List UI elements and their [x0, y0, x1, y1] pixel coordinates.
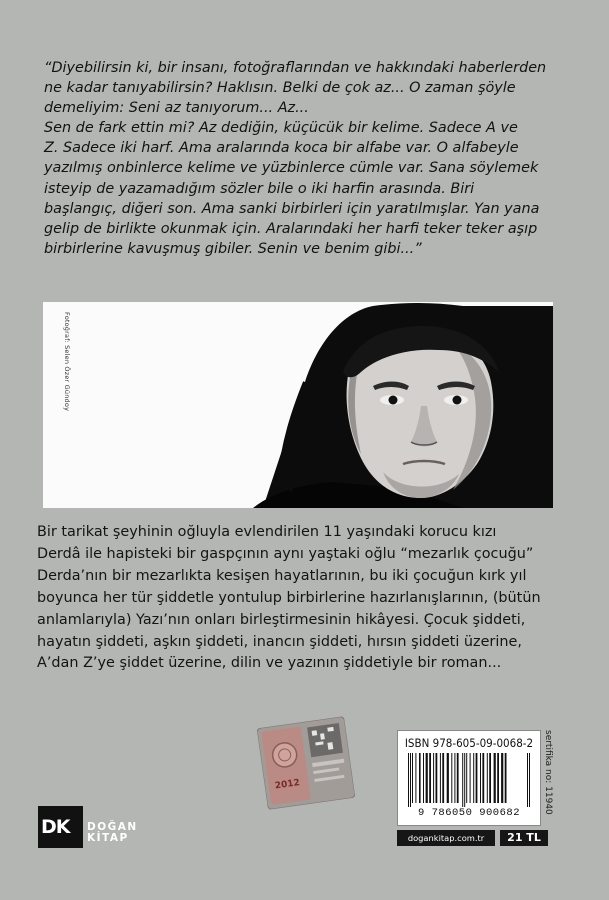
back-cover-blurb [37, 522, 587, 675]
quote-line: ne kadar tanıyabilirsin? Haklısın. Belki de çok az... O zaman şöyle [44, 80, 516, 97]
author-photo [43, 302, 553, 508]
blurb-line: Derdâ ile hapisteki bir gaspçının aynı yaştaki oğlu “mezarlık çocuğu” [37, 545, 534, 562]
blurb-line: hayatın şiddeti, aşkın şiddeti, inancın şiddeti, hırsın şiddeti üzerine, [37, 633, 522, 650]
dogan-kitap-logo [38, 806, 158, 856]
quote-line: Sen de fark ettin mi? Az dediğin, küçücük bir kelime. Sadece A ve [44, 120, 518, 137]
blurb-line: Bir tarikat şeyhinin oğluyla evlendirilen 11 yaşındaki korucu kızı [37, 524, 497, 540]
back-cover-quote [44, 58, 584, 259]
photo-credit: Fotoğraf: Selen Özer Gündoy [63, 312, 71, 412]
quote-line: “Diyebilirsin ki, bir insanı, fotoğraflarından ve hakkındaki haberlerden [44, 60, 547, 76]
logo-wordmark [87, 822, 138, 844]
isbn-label: ISBN 978-605-09-0068-2 [404, 736, 534, 750]
barcode-image [406, 753, 532, 807]
quote-line: gelip de birlikte okunmak için. Aralarındaki her harfi teker teker aşıp [44, 220, 538, 237]
blurb-line: anlamlarıyla) Yazı’nın onları birleştirmesinin hikâyesi. Çocuk şiddeti, [37, 611, 526, 628]
quote-line: yazılmış onbinlerce kelime ve yüzbinlerce cümle var. Sana söylemek [44, 160, 539, 177]
quote-line: birbirlerine kavuşmuş gibiler. Senin ve benim gibi...” [44, 240, 422, 257]
blurb-line: Derda’nın bir mezarlıkta kesişen hayatlarının, bu iki çocuğun kırk yıl [37, 567, 527, 584]
logo-mark: DK [38, 806, 83, 848]
quote-line: demeliyim: Seni az tanıyorum... Az... [44, 100, 309, 117]
blurb-line: boyunca her tür şiddetle yontulup birbirlerine hazırlanışlarının, (bütün [37, 589, 541, 606]
hologram-year: 2012 [274, 778, 301, 792]
certificate-number: sertifika no: 11940 [543, 730, 553, 815]
quote-line: başlangıç, diğeri son. Ama sanki birbirleri için yaratılmışlar. Yan yana [44, 200, 540, 217]
logo-wordmark-line2: KİTAP [87, 832, 129, 844]
ean-digits: 9 786050 900682 [417, 807, 520, 819]
logo-wordmark-line1: DOĞAN [87, 821, 138, 833]
author-portrait-image [43, 302, 553, 508]
publisher-website: dogankitap.com.tr [397, 830, 495, 846]
price-tag: 21 TL [500, 830, 548, 846]
banderole-hologram-sticker [257, 716, 356, 809]
isbn-barcode-panel [397, 730, 541, 826]
blurb-line: A’dan Z’ye şiddet üzerine, dilin ve yazının şiddetiyle bir roman... [37, 655, 502, 672]
quote-line: isteyip de yazamadığım sözler bile o iki harfin arasında. Biri [44, 180, 475, 197]
quote-line: Z. Sadece iki harf. Ama aralarında koca bir alfabe var. O alfabeyle [44, 140, 519, 157]
